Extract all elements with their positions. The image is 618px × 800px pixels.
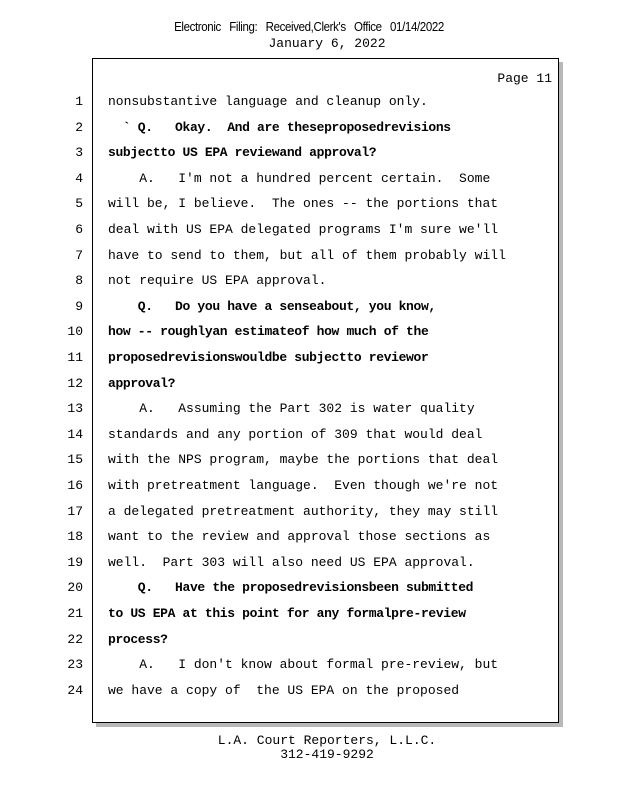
- answer-text: deal with US EPA delegated programs I'm sure we'll: [108, 222, 499, 237]
- question-text: how -- roughlyan estimateof how much of the: [108, 324, 429, 340]
- line-number: 17: [67, 503, 83, 519]
- transcript-date: January 6, 2022: [268, 36, 386, 51]
- question-text: Q. Do you have a senseabout, you know,: [108, 298, 436, 314]
- question-text: ` Q. Okay. And are theseproposedrevisions: [108, 119, 451, 135]
- transcript-line: [0, 248, 618, 268]
- transcript-line: [0, 120, 618, 140]
- line-number: 8: [75, 273, 83, 289]
- question-text: to US EPA at this point for any formalpre-review: [108, 606, 466, 621]
- transcript-line: [0, 145, 618, 165]
- answer-text: have to send to them, but all of them probably will: [108, 247, 506, 263]
- line-number: 19: [67, 554, 83, 570]
- transcript-line: [0, 580, 618, 600]
- line-number: 11: [67, 350, 83, 365]
- page-number: Page 11: [497, 71, 552, 86]
- line-number: 23: [67, 657, 83, 673]
- transcript-line: [0, 171, 618, 191]
- transcript-line: [0, 657, 618, 677]
- line-number: 24: [67, 682, 83, 698]
- question-text: proposedrevisionswouldbe subjectto reviewor: [108, 350, 429, 365]
- transcript-line: [0, 401, 618, 421]
- question-text: Q. Have the proposedrevisionsbeen submitted: [108, 580, 474, 596]
- answer-text: a delegated pretreatment authority, they may still: [108, 503, 499, 519]
- answer-text: with the NPS program, maybe the portions that deal: [108, 452, 499, 468]
- line-number: 7: [75, 247, 83, 263]
- line-number: 3: [75, 145, 83, 161]
- answer-text: will be, I believe. The ones -- the portions that: [108, 196, 499, 212]
- line-number: 16: [67, 478, 83, 493]
- transcript-line: [0, 427, 618, 447]
- answer-text: nonsubstantive language and cleanup only.: [108, 94, 428, 109]
- transcript-line: [0, 555, 618, 575]
- filing-stamp: Electronic Filing: Received,Clerk's Office 01/14/2022: [174, 20, 444, 34]
- question-text: approval?: [108, 375, 176, 391]
- transcript-line: [0, 632, 618, 652]
- reporter-company: L.A. Court Reporters, L.L.C.: [217, 733, 437, 748]
- line-number: 13: [67, 401, 83, 417]
- transcript-line: [0, 452, 618, 472]
- line-number: 2: [75, 119, 83, 135]
- question-text: process?: [108, 631, 168, 647]
- transcript-line: [0, 299, 618, 319]
- transcript-line: [0, 529, 618, 549]
- line-number: 21: [67, 606, 83, 621]
- answer-text: standards and any portion of 309 that would deal: [108, 426, 483, 442]
- reporter-phone: 312-419-9292: [280, 747, 374, 762]
- line-number: 14: [67, 426, 83, 442]
- line-number: 10: [67, 324, 83, 340]
- transcript-line: [0, 504, 618, 524]
- line-number: 9: [75, 298, 83, 314]
- transcript-line: [0, 94, 618, 114]
- transcript-line: [0, 478, 618, 498]
- line-number: 6: [75, 222, 83, 237]
- answer-text: not require US EPA approval.: [108, 273, 327, 289]
- line-number: 5: [75, 196, 83, 212]
- line-number: 15: [67, 452, 83, 468]
- transcript-line: [0, 606, 618, 626]
- transcript-line: [0, 324, 618, 344]
- transcript-line: [0, 222, 618, 242]
- line-number: 4: [75, 170, 83, 186]
- answer-text: well. Part 303 will also need US EPA approval.: [108, 554, 475, 570]
- answer-text: A. I'm not a hundred percent certain. Some: [108, 170, 491, 186]
- transcript-line: [0, 196, 618, 216]
- transcript-line: [0, 273, 618, 293]
- line-number: 22: [67, 631, 83, 647]
- line-number: 1: [75, 94, 83, 109]
- transcript-line: [0, 376, 618, 396]
- line-number: 18: [67, 529, 83, 545]
- answer-text: with pretreatment language. Even though we're not: [108, 478, 499, 493]
- transcript-line: [0, 683, 618, 703]
- transcript-line: [0, 350, 618, 370]
- answer-text: A. Assuming the Part 302 is water quality: [108, 401, 475, 417]
- answer-text: we have a copy of the US EPA on the proposed: [108, 682, 460, 698]
- line-number: 12: [67, 375, 83, 391]
- answer-text: want to the review and approval those sections as: [108, 529, 491, 545]
- line-number: 20: [67, 580, 83, 596]
- question-text: subjectto US EPA reviewand approval?: [108, 145, 377, 161]
- answer-text: A. I don't know about formal pre-review, but: [108, 657, 499, 673]
